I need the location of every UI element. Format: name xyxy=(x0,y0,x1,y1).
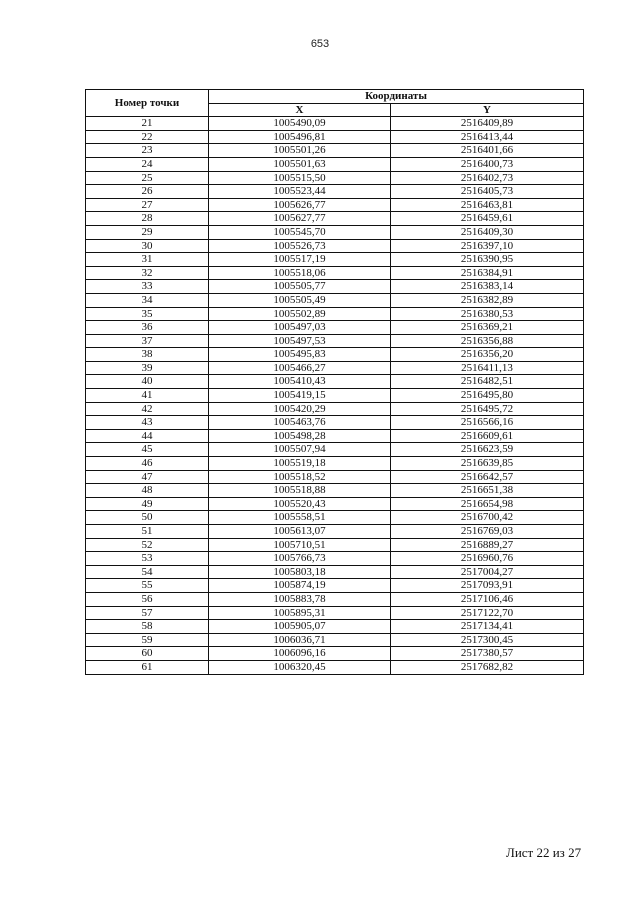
table-row xyxy=(86,647,584,661)
table-row xyxy=(86,484,584,498)
y-coordinate-cell: 2516651,38 xyxy=(391,484,584,498)
point-number-cell: 57 xyxy=(86,606,209,620)
x-coordinate-cell: 1005905,07 xyxy=(209,620,391,634)
point-number-cell: 44 xyxy=(86,429,209,443)
x-column-header: X xyxy=(209,103,391,117)
point-number-cell: 29 xyxy=(86,225,209,239)
y-coordinate-cell: 2516356,88 xyxy=(391,334,584,348)
x-coordinate-cell: 1006036,71 xyxy=(209,633,391,647)
y-coordinate-cell: 2516409,30 xyxy=(391,225,584,239)
point-number-cell: 33 xyxy=(86,280,209,294)
x-coordinate-cell: 1005419,15 xyxy=(209,389,391,403)
point-number-cell: 56 xyxy=(86,592,209,606)
y-coordinate-cell: 2516411,13 xyxy=(391,361,584,375)
y-coordinate-cell: 2516402,73 xyxy=(391,171,584,185)
point-number-cell: 38 xyxy=(86,348,209,362)
x-coordinate-cell: 1005496,81 xyxy=(209,130,391,144)
x-coordinate-cell: 1006320,45 xyxy=(209,660,391,674)
x-coordinate-cell: 1005545,70 xyxy=(209,225,391,239)
table-row xyxy=(86,538,584,552)
x-coordinate-cell: 1006096,16 xyxy=(209,647,391,661)
table-row xyxy=(86,307,584,321)
table-row xyxy=(86,457,584,471)
point-number-cell: 28 xyxy=(86,212,209,226)
table-row xyxy=(86,266,584,280)
table-row xyxy=(86,389,584,403)
x-coordinate-cell: 1005626,77 xyxy=(209,198,391,212)
y-coordinate-cell: 2517004,27 xyxy=(391,565,584,579)
y-coordinate-cell: 2516960,76 xyxy=(391,552,584,566)
table-row xyxy=(86,579,584,593)
y-coordinate-cell: 2516654,98 xyxy=(391,497,584,511)
table-row xyxy=(86,375,584,389)
table-row xyxy=(86,552,584,566)
table-row xyxy=(86,225,584,239)
point-number-cell: 43 xyxy=(86,416,209,430)
point-number-cell: 53 xyxy=(86,552,209,566)
y-coordinate-cell: 2516380,53 xyxy=(391,307,584,321)
y-coordinate-cell: 2516889,27 xyxy=(391,538,584,552)
x-coordinate-cell: 1005519,18 xyxy=(209,457,391,471)
table-row xyxy=(86,416,584,430)
point-number-cell: 42 xyxy=(86,402,209,416)
point-number-cell: 30 xyxy=(86,239,209,253)
y-coordinate-cell: 2516495,80 xyxy=(391,389,584,403)
table-row xyxy=(86,171,584,185)
table-row xyxy=(86,239,584,253)
table-row xyxy=(86,185,584,199)
y-coordinate-cell: 2516409,89 xyxy=(391,117,584,131)
table-row xyxy=(86,334,584,348)
table-row xyxy=(86,620,584,634)
point-number-cell: 58 xyxy=(86,620,209,634)
x-coordinate-cell: 1005518,52 xyxy=(209,470,391,484)
x-coordinate-cell: 1005613,07 xyxy=(209,525,391,539)
x-coordinate-cell: 1005410,43 xyxy=(209,375,391,389)
point-number-cell: 22 xyxy=(86,130,209,144)
x-coordinate-cell: 1005502,89 xyxy=(209,307,391,321)
point-number-cell: 27 xyxy=(86,198,209,212)
x-coordinate-cell: 1005497,03 xyxy=(209,321,391,335)
point-number-cell: 48 xyxy=(86,484,209,498)
x-coordinate-cell: 1005420,29 xyxy=(209,402,391,416)
y-coordinate-cell: 2516401,66 xyxy=(391,144,584,158)
y-coordinate-cell: 2516384,91 xyxy=(391,266,584,280)
point-number-cell: 21 xyxy=(86,117,209,131)
point-number-cell: 47 xyxy=(86,470,209,484)
y-coordinate-cell: 2517682,82 xyxy=(391,660,584,674)
x-coordinate-cell: 1005803,18 xyxy=(209,565,391,579)
x-coordinate-cell: 1005495,83 xyxy=(209,348,391,362)
point-number-cell: 51 xyxy=(86,525,209,539)
table-row xyxy=(86,361,584,375)
x-coordinate-cell: 1005498,28 xyxy=(209,429,391,443)
x-coordinate-cell: 1005466,27 xyxy=(209,361,391,375)
y-coordinate-cell: 2516642,57 xyxy=(391,470,584,484)
point-number-cell: 46 xyxy=(86,457,209,471)
y-coordinate-cell: 2517134,41 xyxy=(391,620,584,634)
table-row xyxy=(86,497,584,511)
x-coordinate-cell: 1005874,19 xyxy=(209,579,391,593)
table-row xyxy=(86,633,584,647)
point-number-cell: 40 xyxy=(86,375,209,389)
x-coordinate-cell: 1005497,53 xyxy=(209,334,391,348)
x-coordinate-cell: 1005523,44 xyxy=(209,185,391,199)
table-row xyxy=(86,565,584,579)
y-coordinate-cell: 2517122,70 xyxy=(391,606,584,620)
point-number-cell: 32 xyxy=(86,266,209,280)
y-column-header: Y xyxy=(391,103,584,117)
y-coordinate-cell: 2516463,81 xyxy=(391,198,584,212)
point-number-cell: 45 xyxy=(86,443,209,457)
point-number-cell: 50 xyxy=(86,511,209,525)
x-coordinate-cell: 1005505,77 xyxy=(209,280,391,294)
point-number-header: Номер точки xyxy=(86,90,209,117)
y-coordinate-cell: 2517093,91 xyxy=(391,579,584,593)
table-row xyxy=(86,348,584,362)
point-number-cell: 41 xyxy=(86,389,209,403)
point-number-cell: 37 xyxy=(86,334,209,348)
y-coordinate-cell: 2516397,10 xyxy=(391,239,584,253)
table-row xyxy=(86,130,584,144)
y-coordinate-cell: 2516369,21 xyxy=(391,321,584,335)
x-coordinate-cell: 1005883,78 xyxy=(209,592,391,606)
point-number-cell: 35 xyxy=(86,307,209,321)
y-coordinate-cell: 2516609,61 xyxy=(391,429,584,443)
table-row xyxy=(86,429,584,443)
x-coordinate-cell: 1005710,51 xyxy=(209,538,391,552)
y-coordinate-cell: 2517300,45 xyxy=(391,633,584,647)
y-coordinate-cell: 2516356,20 xyxy=(391,348,584,362)
y-coordinate-cell: 2517380,57 xyxy=(391,647,584,661)
x-coordinate-cell: 1005526,73 xyxy=(209,239,391,253)
x-coordinate-cell: 1005520,43 xyxy=(209,497,391,511)
table-row xyxy=(86,511,584,525)
y-coordinate-cell: 2516639,85 xyxy=(391,457,584,471)
x-coordinate-cell: 1005463,76 xyxy=(209,416,391,430)
table-row xyxy=(86,470,584,484)
table-row xyxy=(86,212,584,226)
table-row xyxy=(86,157,584,171)
point-number-cell: 31 xyxy=(86,253,209,267)
sheet-label: Лист 22 из 27 xyxy=(506,845,582,860)
page-number: 653 xyxy=(310,38,330,50)
table-row xyxy=(86,321,584,335)
table-row xyxy=(86,592,584,606)
y-coordinate-cell: 2516566,16 xyxy=(391,416,584,430)
table-body xyxy=(86,117,584,674)
table-row xyxy=(86,402,584,416)
table-row xyxy=(86,606,584,620)
point-number-cell: 59 xyxy=(86,633,209,647)
table-row xyxy=(86,144,584,158)
table-row xyxy=(86,253,584,267)
y-coordinate-cell: 2516390,95 xyxy=(391,253,584,267)
point-number-cell: 55 xyxy=(86,579,209,593)
x-coordinate-cell: 1005895,31 xyxy=(209,606,391,620)
point-number-cell: 49 xyxy=(86,497,209,511)
point-number-cell: 23 xyxy=(86,144,209,158)
table-row xyxy=(86,660,584,674)
point-number-cell: 54 xyxy=(86,565,209,579)
x-coordinate-cell: 1005517,19 xyxy=(209,253,391,267)
x-coordinate-cell: 1005518,88 xyxy=(209,484,391,498)
point-number-cell: 52 xyxy=(86,538,209,552)
coordinates-header: Координаты xyxy=(209,90,584,104)
y-coordinate-cell: 2516383,14 xyxy=(391,280,584,294)
table-header xyxy=(86,90,584,117)
x-coordinate-cell: 1005501,63 xyxy=(209,157,391,171)
coordinates-table xyxy=(85,89,584,675)
x-coordinate-cell: 1005558,51 xyxy=(209,511,391,525)
y-coordinate-cell: 2516700,42 xyxy=(391,511,584,525)
x-coordinate-cell: 1005490,09 xyxy=(209,117,391,131)
x-coordinate-cell: 1005505,49 xyxy=(209,293,391,307)
x-coordinate-cell: 1005627,77 xyxy=(209,212,391,226)
y-coordinate-cell: 2516382,89 xyxy=(391,293,584,307)
y-coordinate-cell: 2516400,73 xyxy=(391,157,584,171)
y-coordinate-cell: 2516623,59 xyxy=(391,443,584,457)
y-coordinate-cell: 2517106,46 xyxy=(391,592,584,606)
point-number-cell: 34 xyxy=(86,293,209,307)
y-coordinate-cell: 2516769,03 xyxy=(391,525,584,539)
x-coordinate-cell: 1005766,73 xyxy=(209,552,391,566)
point-number-cell: 26 xyxy=(86,185,209,199)
table-row xyxy=(86,293,584,307)
y-coordinate-cell: 2516459,61 xyxy=(391,212,584,226)
x-coordinate-cell: 1005501,26 xyxy=(209,144,391,158)
point-number-cell: 25 xyxy=(86,171,209,185)
point-number-cell: 39 xyxy=(86,361,209,375)
table-row xyxy=(86,280,584,294)
point-number-cell: 61 xyxy=(86,660,209,674)
y-coordinate-cell: 2516413,44 xyxy=(391,130,584,144)
y-coordinate-cell: 2516495,72 xyxy=(391,402,584,416)
x-coordinate-cell: 1005507,94 xyxy=(209,443,391,457)
point-number-cell: 24 xyxy=(86,157,209,171)
table-row xyxy=(86,525,584,539)
point-number-cell: 60 xyxy=(86,647,209,661)
table-row xyxy=(86,443,584,457)
table-row xyxy=(86,117,584,131)
y-coordinate-cell: 2516482,51 xyxy=(391,375,584,389)
y-coordinate-cell: 2516405,73 xyxy=(391,185,584,199)
x-coordinate-cell: 1005515,50 xyxy=(209,171,391,185)
x-coordinate-cell: 1005518,06 xyxy=(209,266,391,280)
point-number-cell: 36 xyxy=(86,321,209,335)
table-row xyxy=(86,198,584,212)
